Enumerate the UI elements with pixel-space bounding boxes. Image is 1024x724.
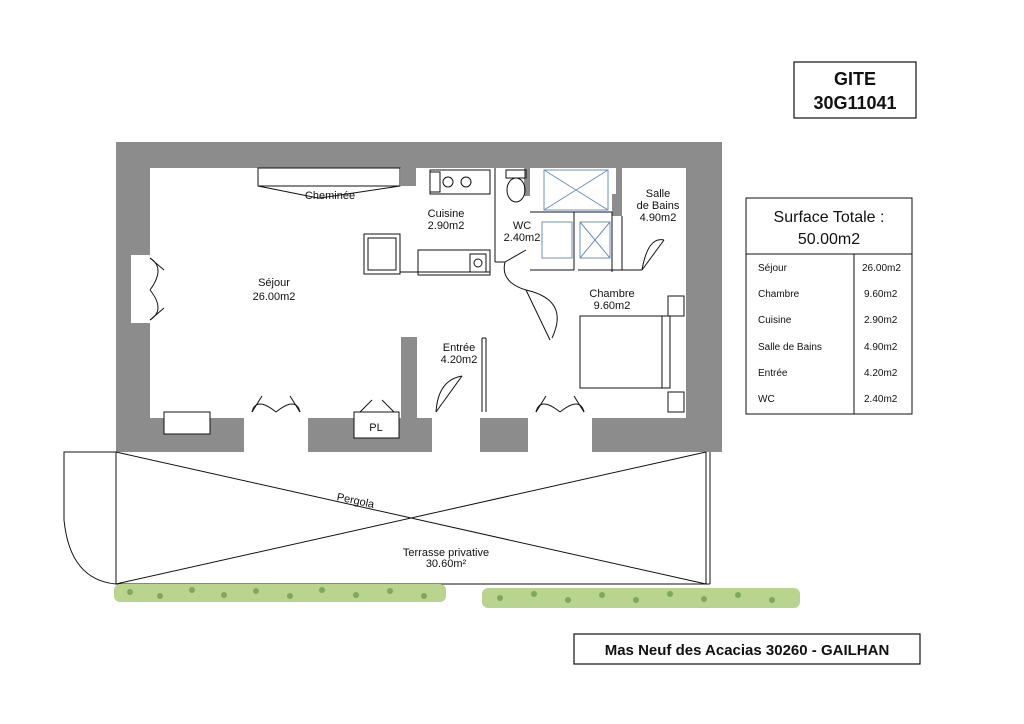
label-chambre-name: Chambre <box>589 288 635 300</box>
surface-row-room: Chambre <box>758 289 800 300</box>
label-wc-area: 2.40m2 <box>503 232 541 244</box>
vegetation <box>114 584 800 608</box>
surface-row-area: 9.60m2 <box>864 289 898 300</box>
surface-row-area: 4.90m2 <box>864 342 898 353</box>
label-sdb-line2: de Bains <box>636 200 680 212</box>
label-wc-name: WC <box>512 220 532 232</box>
surface-title-line2: 50.00m2 <box>797 231 861 248</box>
surface-row-room: Séjour <box>758 263 787 274</box>
label-terrasse-name: Terrasse privative <box>402 547 490 559</box>
label-entree-name: Entrée <box>442 342 476 354</box>
bathroom-fixtures <box>542 170 610 258</box>
room-labels <box>253 188 680 434</box>
label-cheminee: Cheminée <box>304 190 356 202</box>
label-sdb-line1: Salle <box>645 188 671 200</box>
label-chambre-area: 9.60m2 <box>593 300 631 312</box>
label-cuisine-area: 2.90m2 <box>427 220 465 232</box>
surface-row-area: 26.00m2 <box>862 263 901 274</box>
surface-row-area: 2.90m2 <box>864 315 898 326</box>
terrace <box>64 452 710 584</box>
surface-row-room: Entrée <box>758 368 788 379</box>
surface-row-area: 4.20m2 <box>864 368 898 379</box>
gite-line1: GITE <box>833 69 877 89</box>
label-entree-area: 4.20m2 <box>440 354 478 366</box>
label-pergola: Pergola <box>335 491 376 511</box>
surface-row-area: 2.40m2 <box>864 394 898 405</box>
address-text: Mas Neuf des Acacias 30260 - GAILHAN <box>604 642 890 659</box>
label-terrasse-area: 30.60m² <box>425 558 467 570</box>
label-sejour-name: Séjour <box>258 277 290 289</box>
surface-title-line1: Surface Totale : <box>773 209 885 226</box>
bedroom-bed <box>580 296 684 412</box>
surface-row-room: WC <box>758 394 775 405</box>
label-sejour-area: 26.00m2 <box>252 291 296 303</box>
label-cuisine-name: Cuisine <box>427 208 465 220</box>
gite-title-box <box>794 62 916 118</box>
address-box <box>574 634 920 664</box>
wc-fixtures <box>506 170 526 202</box>
label-sdb-area: 4.90m2 <box>639 212 677 224</box>
gite-line2: 30G11041 <box>813 93 897 113</box>
surface-row-room: Salle de Bains <box>758 342 822 353</box>
surface-table <box>746 198 912 414</box>
surface-row-room: Cuisine <box>758 315 792 326</box>
label-placard: PL <box>369 422 383 434</box>
